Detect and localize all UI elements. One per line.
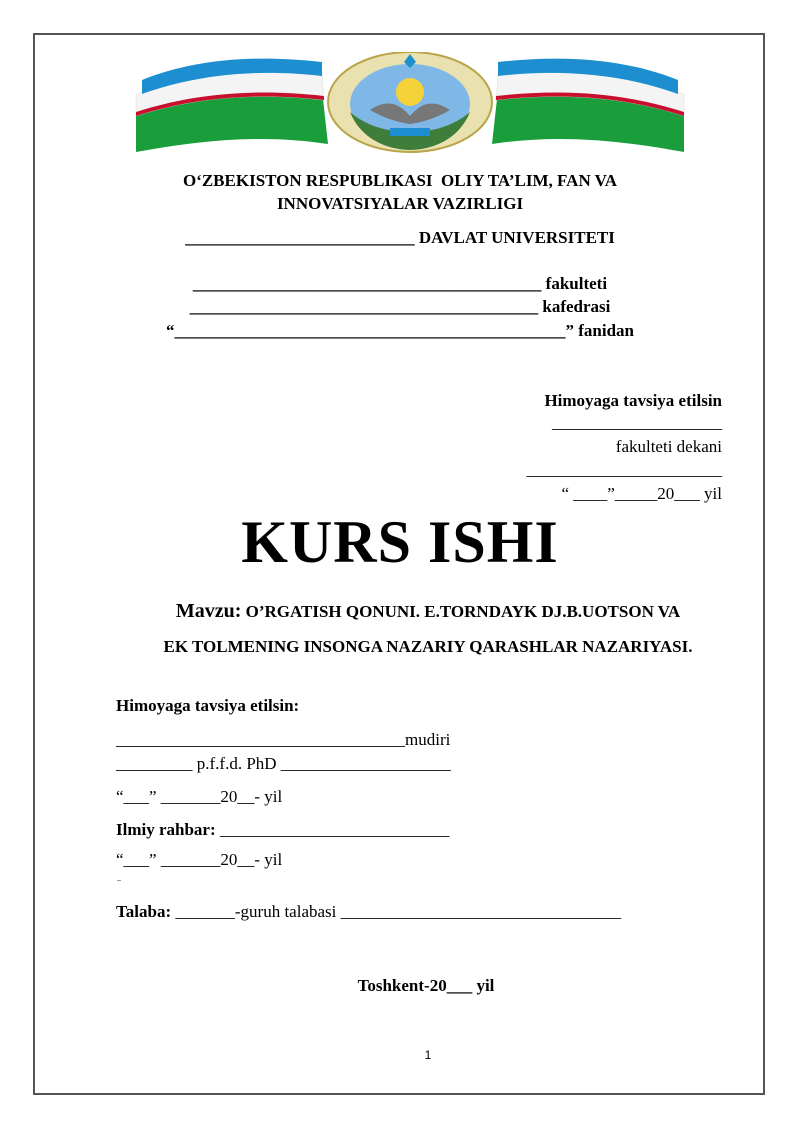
mudiri-line: __________________________________mudiri [116, 730, 451, 749]
approval-date-1: “___” _______20__- yil [116, 787, 283, 806]
subject-line: “______________________________________________” fanidan [166, 321, 634, 340]
advisor-signature-line: ___________________________ [215, 820, 450, 839]
topic-text-1: O’RGATISH QONUNI. E.TORNDAYK DJ.B.UOTSON VA [241, 602, 681, 621]
document-title: KURS ISHI [241, 509, 559, 575]
student-label: Talaba: [116, 902, 172, 921]
faculty-line: _________________________________________ fakulteti [192, 274, 608, 293]
university-name: ___________________________ DAVLAT UNIVERSITETI [185, 228, 615, 247]
student-line [116, 902, 621, 922]
approval-bottom-heading: Himoyaga tavsiya etilsin: [116, 696, 300, 715]
topic-line-1 [0, 600, 800, 623]
city-year: Toshkent-20___ yil [357, 976, 495, 995]
pfd-line: _________ p.f.f.d. PhD ____________________ [116, 754, 451, 773]
topic-label: Mavzu: [175, 600, 242, 622]
small-mark [117, 880, 121, 881]
student-signature-line: _______-guruh talabasi _________________________________ [171, 902, 622, 921]
approval-date-2: “___” _______20__- yil [116, 850, 283, 869]
approval-top-line-2: _______________________ [526, 460, 722, 479]
dean-label: fakulteti dekani [615, 437, 722, 456]
coat-of-arms-emblem [132, 52, 688, 156]
topic-line-2: EK TOLMENING INSONGA NAZARIY QARASHLAR NAZARIYASI. [163, 637, 693, 656]
ministry-line-1: O‘ZBEKISTON RESPUBLIKASI OLIY TA’LIM, FAN VA [182, 171, 618, 190]
approval-top-heading: Himoyaga tavsiya etilsin [544, 391, 722, 410]
advisor-line [116, 820, 449, 840]
advisor-label: Ilmiy rahbar: [116, 820, 216, 839]
kafedra-line: _________________________________________ kafedrasi [189, 297, 611, 316]
approval-top-line-1: ____________________ [552, 413, 722, 432]
ministry-line-2: INNOVATSIYALAR VAZIRLIGI [276, 194, 524, 213]
page-number: 1 [424, 1048, 432, 1062]
approval-top-date: “ ____”_____20___ yil [561, 484, 722, 503]
